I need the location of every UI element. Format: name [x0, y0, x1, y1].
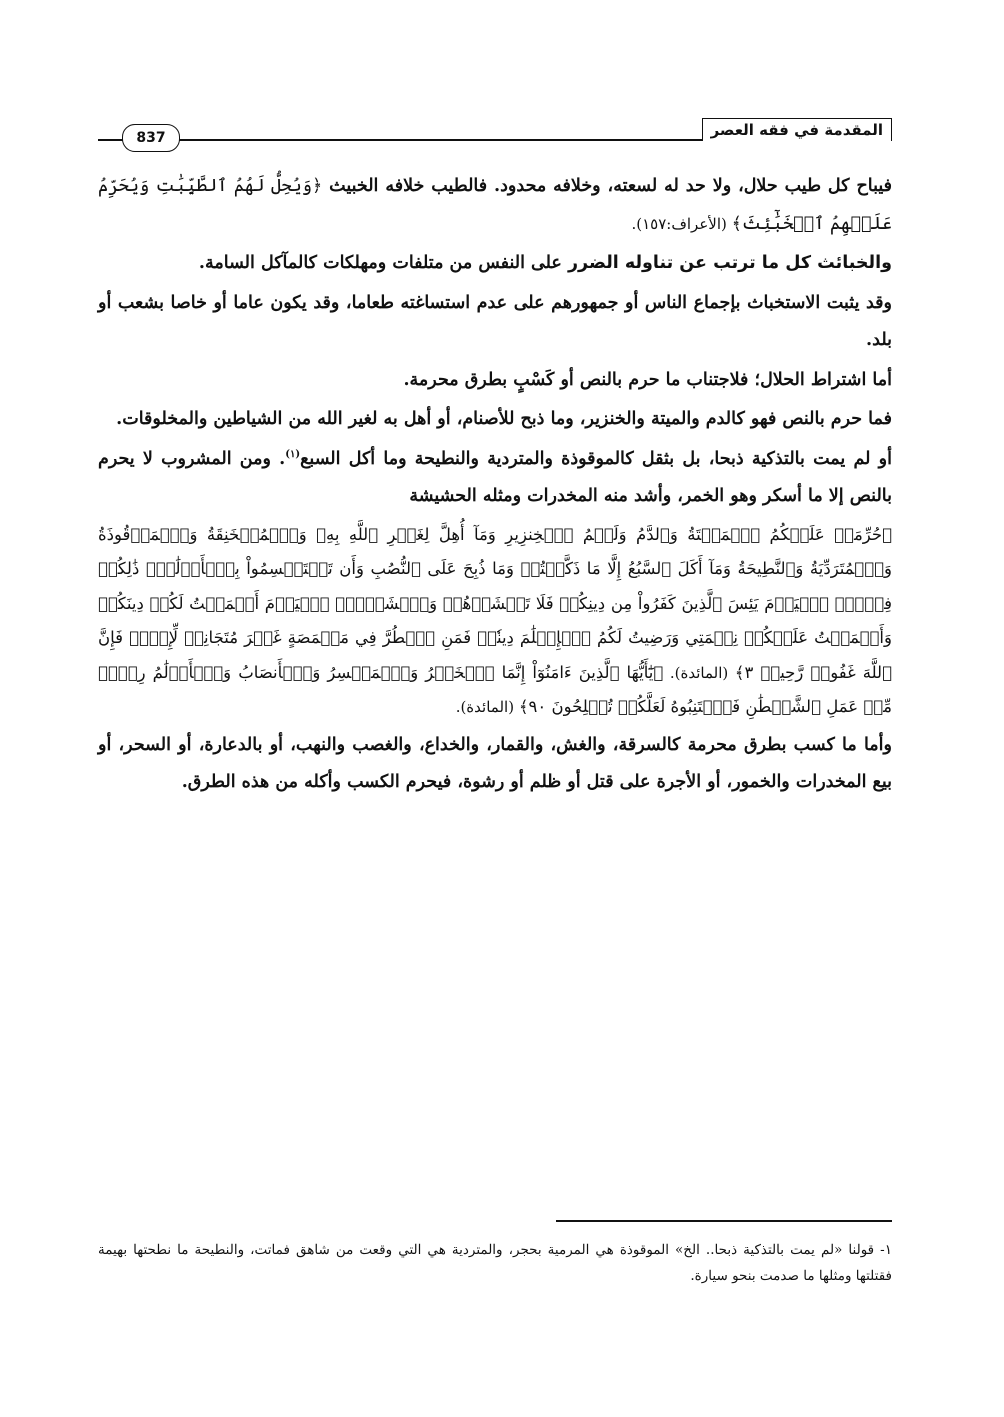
paragraph-2	[98, 245, 892, 283]
paragraph-6-text-a: أو لم يمت بالتذكية ذبحا، بل بثقل كالموقوذة والمتردية والنطيحة وما أكل السبع	[300, 448, 892, 469]
paragraph-6-text-b: . ومن المشروب لا يحرم بالنص إلا ما أسكر وهو الخمر، وأشد منه المخدرات ومثله الحشيشة	[98, 448, 892, 506]
verse-reference: (الأعراف:١٥٧).	[631, 214, 732, 233]
paragraph-6	[98, 441, 892, 516]
verse-1-reference: (المائدة).	[663, 663, 735, 682]
page-number: 837	[122, 124, 180, 152]
paragraph-1-text: فيباح كل طيب حلال، ولا حد له لسعته، وخلافه محدود. فالطيب خلافه الخبيث	[322, 176, 892, 196]
footnote-marker[interactable]: (١)	[285, 448, 301, 460]
paragraph-5: فما حرم بالنص فهو كالدم والميتة والخنزير، وما ذبح للأصنام، أو أهل به لغير الله من الشياطين والمخلوقات.	[116, 409, 892, 429]
quran-verses-block	[98, 518, 892, 725]
paragraph-1	[98, 168, 892, 243]
paragraph-2-text: على النفس من متلفات ومهلكات كالمآكل السامة.	[198, 253, 568, 273]
paragraph-7: وأما ما كسب بطرق محرمة كالسرقة، والغش، والقمار، والخداع، والغصب والنهب، أو بالدعارة، أو السحر، أو بيع المخدرات والخمور، أو الأجرة على قتل أو ظلم أو رشوة، فيحرم الكسب وأكله من هذه الطرق.	[98, 734, 892, 792]
paragraph-3: وقد يثبت الاستخباث بإجماع الناس أو جمهورهم على عدم استساغته طعاما، وقد يكون عاما أو خاصا بشعب أو بلد.	[98, 292, 892, 350]
verse-2-reference: (المائدة).	[455, 698, 519, 716]
paragraph-4: أما اشتراط الحلال؛ فلاجتناب ما حرم بالنص أو كَسْبٍ بطرق محرمة.	[403, 369, 892, 390]
page-header	[98, 118, 892, 146]
footnote-1: ١- قولنا «لم يمت بالتذكية ذبحا.. الخ» الموقوذة هي المرمية بحجر، والمتردية هي التي وقعت من شاهق فماتت، والنطيحة ما نطحتها بهيمة فقتلتها ومثلها ما صدمت بنحو سيارة.	[98, 1242, 892, 1284]
footnote-separator	[556, 1220, 892, 1222]
page-body	[98, 168, 892, 804]
quran-verse-araf-157: ﴿وَيُحِلُّ لَهُمُ ٱلطَّيِّبَٰتِ وَيُحَرِّمُ عَلَيۡهِمُ ٱلۡخَبَٰٓئِثَ﴾	[98, 176, 892, 234]
quran-verse-maidah-3: ﴿حُرِّمَتۡ عَلَيۡكُمُ ٱلۡمَيۡتَةُ وَٱلدَّمُ وَلَحۡمُ ٱلۡخِنزِيرِ وَمَآ أُهِلَّ لِغَيۡرِ ٱللَّهِ بِهِۦ وَٱلۡمُنۡخَنِقَةُ وَٱلۡمَوۡقُوذَةُ وَٱلۡمُتَرَدِّيَةُ وَٱلنَّطِيحَةُ وَمَآ أَكَلَ ٱلسَّبُعُ إِلَّا مَا ذَكَّيۡتُمۡ وَمَا ذُبِحَ عَلَى ٱلنُّصُبِ وَأَن تَسۡتَقۡسِمُواْ بِٱلۡأَزۡلَٰمِۚ ذَٰلِكُمۡ فِسۡقٌۗ ٱلۡيَوۡمَ يَئِسَ ٱلَّذِينَ كَفَرُواْ مِن دِينِكُمۡ فَلَا تَخۡشَوۡهُمۡ وَٱخۡشَوۡنِۚ ٱلۡيَوۡمَ أَكۡمَلۡتُ لَكُمۡ دِينَكُمۡ وَأَتۡمَمۡتُ عَلَيۡكُمۡ نِعۡمَتِي وَرَضِيتُ لَكُمُ ٱلۡإِسۡلَٰمَ دِينٗاۚ فَمَنِ ٱضۡطُرَّ فِي مَخۡمَصَةٍ غَيۡرَ مُتَجَانِفٖ لِّإِثۡمٖ فَإِنَّ ٱللَّهَ غَفُورٞ رَّحِيمٞ ٣﴾	[98, 524, 892, 682]
running-title: المقدمة في فقه العصر	[702, 118, 892, 141]
paragraph-2-bold-lead: والخبائث كل ما ترتب عن تناوله الضرر	[567, 253, 892, 273]
quran-verse-maidah-90: ﴿يَٰٓأَيُّهَا ٱلَّذِينَ ءَامَنُوٓاْ إِنَّمَا ٱلۡخَمۡرُ وَٱلۡمَيۡسِرُ وَٱلۡأَنصَابُ وَٱلۡأَزۡلَٰمُ رِجۡسٞ مِّنۡ عَمَلِ ٱلشَّيۡطَٰنِ فَٱجۡتَنِبُوهُ لَعَلَّكُمۡ تُفۡلِحُونَ ٩٠﴾	[98, 662, 892, 716]
